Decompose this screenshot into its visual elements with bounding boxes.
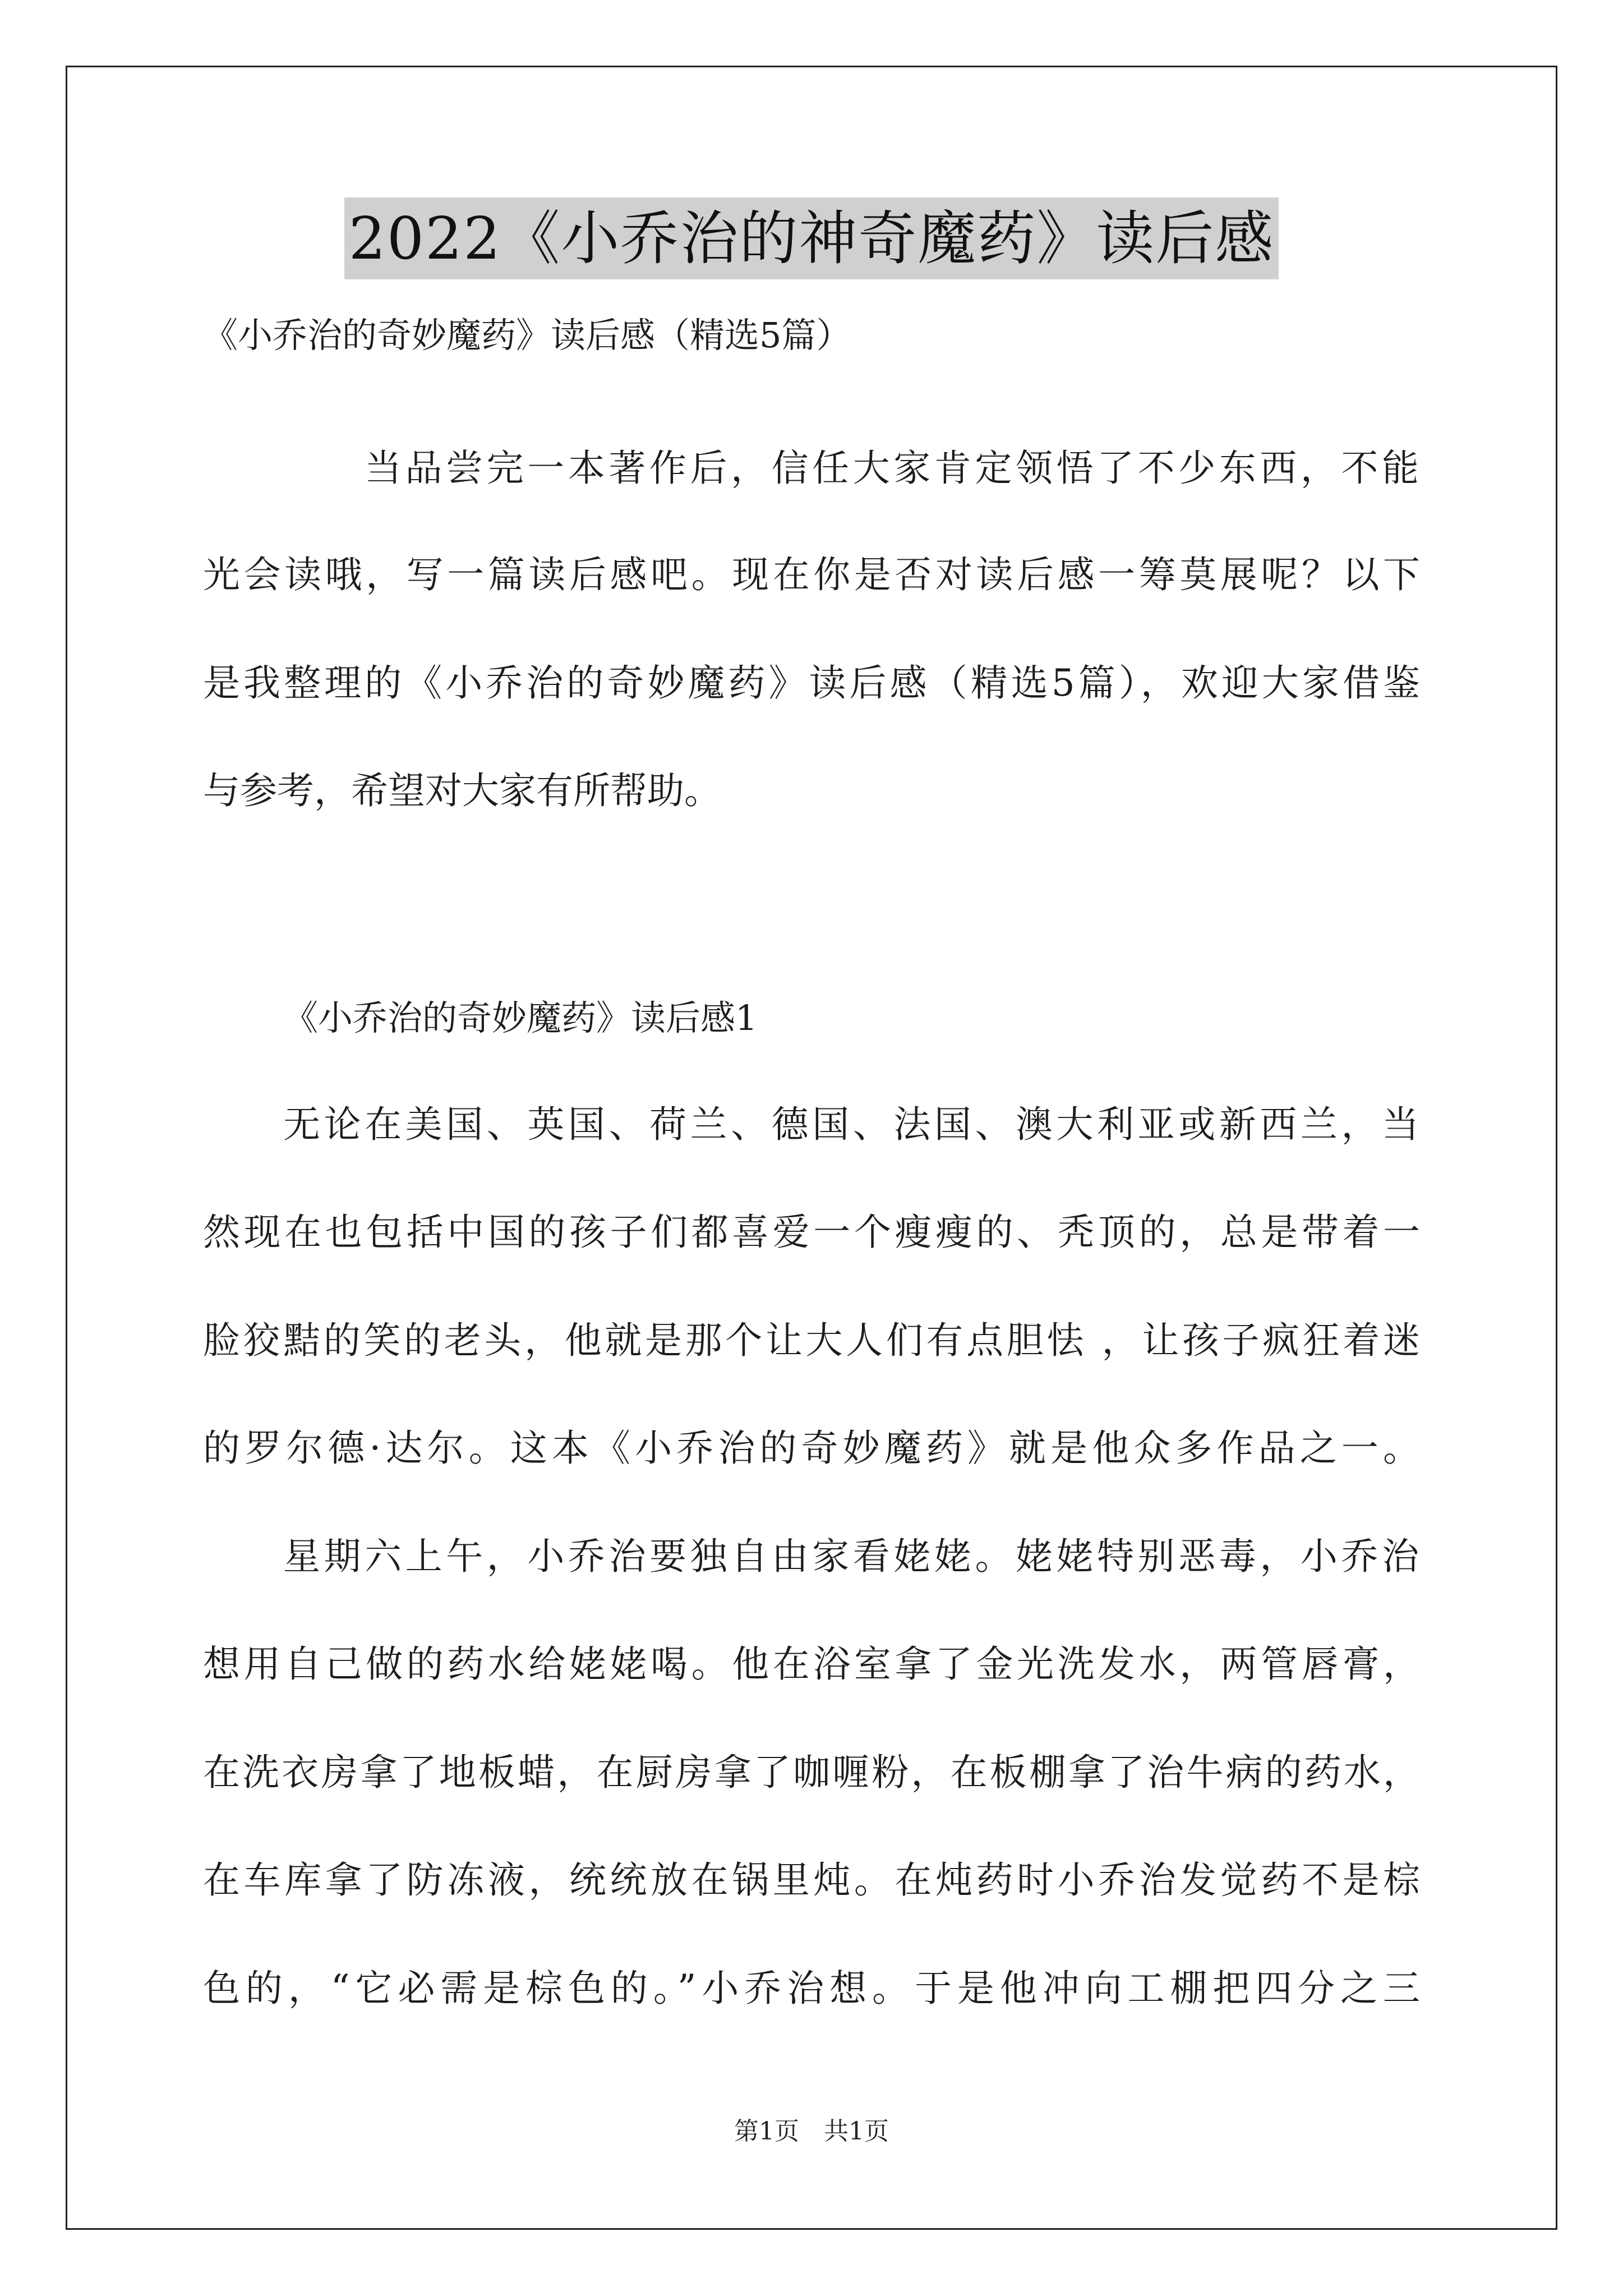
para2-line-1: 星期六上午，小乔治要独自由家看姥姥。姥姥特别恶毒，小乔治 <box>283 1535 1419 1578</box>
intro-line-4: 与参考，希望对大家有所帮助。 <box>203 769 721 812</box>
para1-line-4: 的罗尔德·达尔。这本《小乔治的奇妙魔药》就是他众多作品之一。 <box>203 1427 1420 1470</box>
intro-line-1: 当品尝完一本著作后，信任大家肯定领悟了不少东西，不能 <box>365 447 1419 490</box>
document-subtitle: 《小乔治的奇妙魔药》读后感（精选5篇） <box>203 315 851 356</box>
title-container <box>0 197 1623 279</box>
para2-line-4: 在车库拿了防冻液，统统放在锅里炖。在炖药时小乔治发觉药不是棕 <box>203 1858 1420 1902</box>
para2-line-3: 在洗衣房拿了地板蜡，在厨房拿了咖喱粉，在板棚拿了治牛病的药水， <box>203 1751 1420 1794</box>
intro-line-2: 光会读哦，写一篇读后感吧。现在你是否对读后感一筹莫展呢？以下 <box>203 553 1420 596</box>
page-border <box>66 66 1557 2230</box>
para2-line-5: 色的，“它必需是棕色的。”小乔治想。于是他冲向工棚把四分之三 <box>203 1967 1420 2010</box>
page-footer: 第1页 共1页 <box>734 2117 889 2146</box>
para1-line-3: 脸狡黠的笑的老头，他就是那个让大人们有点胆怯 ，让孩子疯狂着迷 <box>203 1319 1420 1362</box>
intro-line-3: 是我整理的《小乔治的奇妙魔药》读后感（精选5篇），欢迎大家借鉴 <box>203 661 1420 705</box>
section-heading: 《小乔治的奇妙魔药》读后感1 <box>283 997 758 1038</box>
para1-line-2: 然现在也包括中国的孩子们都喜爱一个瘦瘦的、秃顶的，总是带着一 <box>203 1211 1420 1254</box>
document-title: 2022《小乔治的神奇魔药》读后感 <box>344 197 1279 279</box>
para2-line-2: 想用自己做的药水给姥姥喝。他在浴室拿了金光洗发水，两管唇膏， <box>203 1642 1420 1686</box>
para1-line-1: 无论在美国、英国、荷兰、德国、法国、澳大利亚或新西兰，当 <box>283 1103 1419 1146</box>
